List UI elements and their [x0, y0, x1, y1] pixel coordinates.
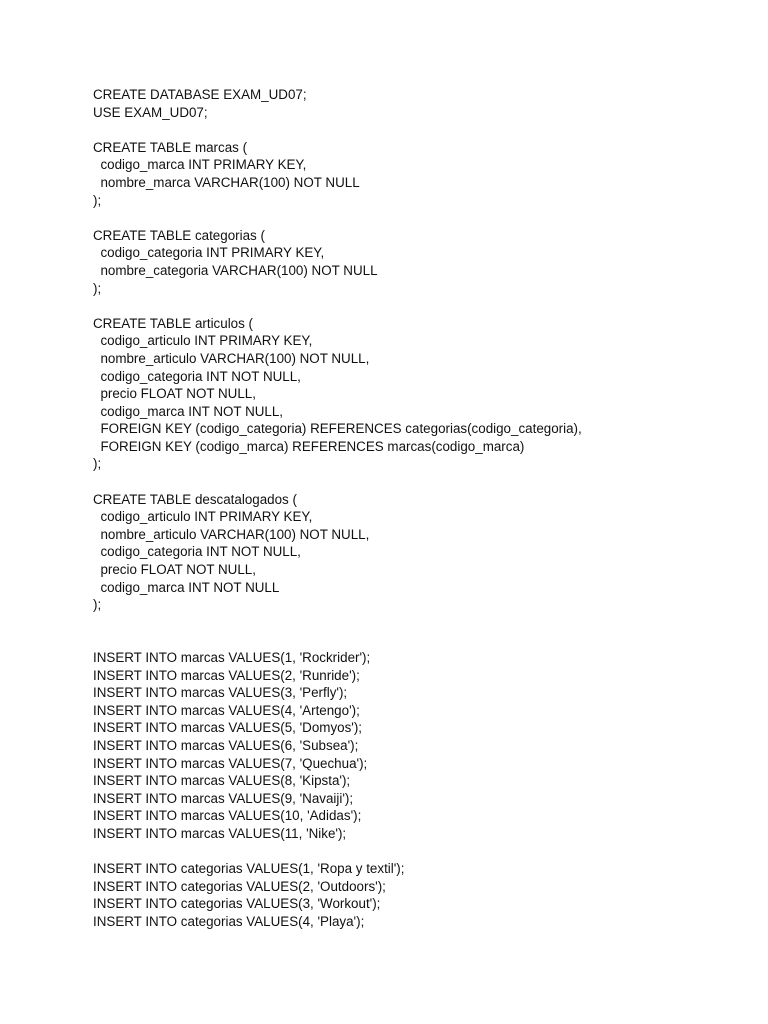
- code-line: INSERT INTO categorias VALUES(1, 'Ropa y textil');: [93, 861, 405, 877]
- blank-line: [93, 297, 582, 315]
- blank-line: [93, 209, 582, 227]
- code-line: codigo_articulo INT PRIMARY KEY,: [93, 509, 313, 525]
- code-line: );: [93, 280, 102, 296]
- code-line: INSERT INTO marcas VALUES(3, 'Perfly');: [93, 685, 348, 701]
- code-line: codigo_categoria INT NOT NULL,: [93, 368, 301, 384]
- blank-line: [93, 121, 582, 139]
- code-line: codigo_marca INT PRIMARY KEY,: [93, 157, 307, 173]
- blank-line: [93, 843, 582, 861]
- code-line: INSERT INTO marcas VALUES(2, 'Runride');: [93, 667, 360, 683]
- code-line: FOREIGN KEY (codigo_categoria) REFERENCES categorias(codigo_categoria),: [93, 421, 582, 437]
- code-line: nombre_marca VARCHAR(100) NOT NULL: [93, 174, 360, 190]
- code-line: codigo_marca INT NOT NULL: [93, 579, 280, 595]
- code-line: precio FLOAT NOT NULL,: [93, 562, 256, 578]
- code-line: INSERT INTO marcas VALUES(6, 'Subsea');: [93, 737, 359, 753]
- code-line: INSERT INTO marcas VALUES(11, 'Nike');: [93, 825, 347, 841]
- code-line: INSERT INTO categorias VALUES(2, 'Outdoors');: [93, 878, 386, 894]
- code-line: );: [93, 192, 102, 208]
- code-line: CREATE TABLE marcas (: [93, 139, 248, 155]
- code-line: CREATE TABLE descatalogados (: [93, 491, 297, 507]
- code-line: codigo_categoria INT PRIMARY KEY,: [93, 245, 325, 261]
- blank-line: [93, 614, 582, 632]
- code-line: nombre_categoria VARCHAR(100) NOT NULL: [93, 262, 378, 278]
- code-line: INSERT INTO marcas VALUES(7, 'Quechua');: [93, 755, 368, 771]
- sql-script: [93, 86, 582, 931]
- code-line: INSERT INTO marcas VALUES(1, 'Rockrider');: [93, 650, 371, 665]
- code-line: INSERT INTO marcas VALUES(10, 'Adidas');: [93, 808, 362, 824]
- code-line: codigo_marca INT NOT NULL,: [93, 403, 284, 419]
- code-line: nombre_articulo VARCHAR(100) NOT NULL,: [93, 526, 370, 542]
- code-line: CREATE DATABASE EXAM_UD07;: [93, 87, 307, 102]
- code-line: codigo_articulo INT PRIMARY KEY,: [93, 333, 313, 349]
- blank-line: [93, 631, 582, 649]
- code-line: INSERT INTO categorias VALUES(4, 'Playa');: [93, 913, 365, 929]
- code-line: CREATE TABLE categorias (: [93, 227, 265, 243]
- code-line: FOREIGN KEY (codigo_marca) REFERENCES marcas(codigo_marca): [93, 438, 525, 454]
- code-line: codigo_categoria INT NOT NULL,: [93, 544, 301, 560]
- code-line: );: [93, 597, 102, 613]
- code-line: precio FLOAT NOT NULL,: [93, 386, 256, 402]
- code-line: INSERT INTO categorias VALUES(3, 'Workout');: [93, 896, 381, 912]
- code-line: INSERT INTO marcas VALUES(5, 'Domyos');: [93, 720, 363, 736]
- blank-line: [93, 473, 582, 491]
- code-line: nombre_articulo VARCHAR(100) NOT NULL,: [93, 350, 370, 366]
- code-line: CREATE TABLE articulos (: [93, 315, 253, 331]
- code-line: INSERT INTO marcas VALUES(9, 'Navaiji');: [93, 790, 354, 806]
- code-line: );: [93, 456, 102, 472]
- code-line: USE EXAM_UD07;: [93, 104, 208, 120]
- code-line: INSERT INTO marcas VALUES(8, 'Kipsta');: [93, 773, 351, 789]
- code-line: INSERT INTO marcas VALUES(4, 'Artengo');: [93, 702, 360, 718]
